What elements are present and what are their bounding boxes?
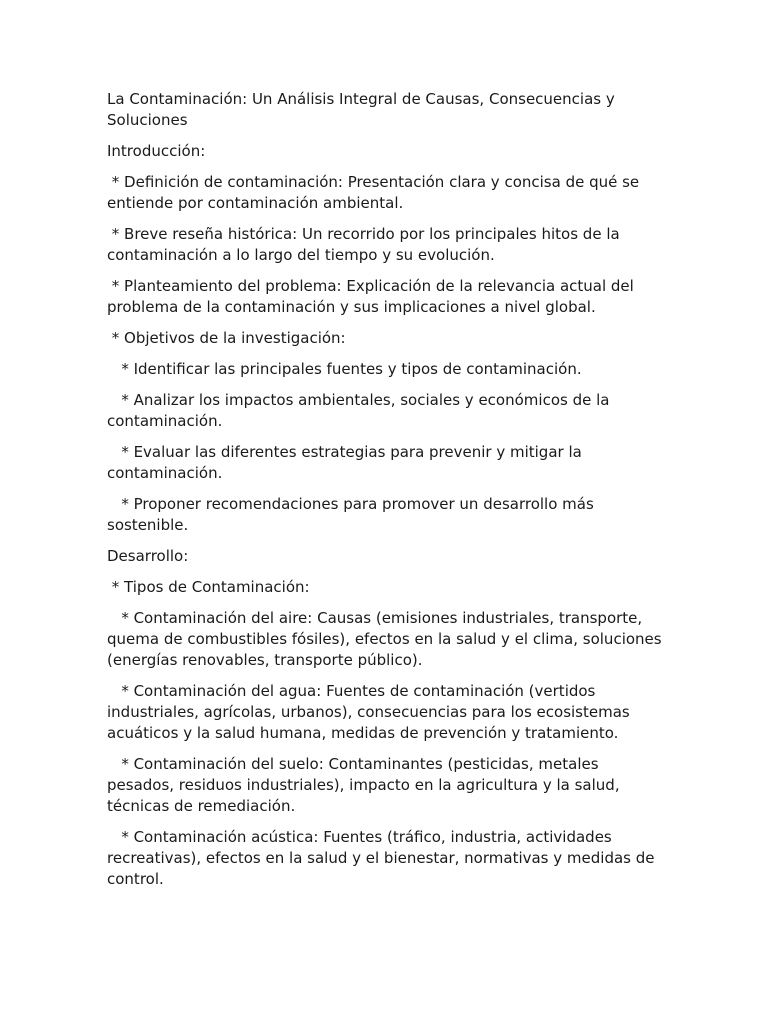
- sub-list-item: * Evaluar las diferentes estrategias para prevenir y mitigar la contaminación.: [107, 443, 587, 482]
- sub-list-item: * Proponer recomendaciones para promover un desarrollo más sostenible.: [107, 495, 599, 534]
- sub-list-item: * Contaminación del aire: Causas (emisiones industriales, transporte, quema de combustibles fósiles), efectos en la salud y el clima, soluciones (energías renovables, transporte público).: [107, 609, 667, 669]
- section-heading-introduccion: Introducción:: [107, 142, 206, 160]
- sub-list-item: * Identificar las principales fuentes y tipos de contaminación.: [107, 360, 582, 378]
- sub-list-item: * Contaminación acústica: Fuentes (tráfico, industria, actividades recreativas), efectos en la salud y el bienestar, normativas y medidas de control.: [107, 828, 660, 888]
- sub-list-item: * Contaminación del agua: Fuentes de contaminación (vertidos industriales, agrícolas, urbanos), consecuencias para los ecosistemas acuáticos y la salud humana, medidas de prevención y tratamiento.: [107, 682, 635, 742]
- sub-list-item: * Analizar los impactos ambientales, sociales y económicos de la contaminación.: [107, 391, 615, 430]
- sub-list-item: * Contaminación del suelo: Contaminantes (pesticidas, metales pesados, residuos industriales), impacto en la agricultura y la salud, técnicas de remediación.: [107, 755, 625, 815]
- list-item: * Breve reseña histórica: Un recorrido por los principales hitos de la contaminación a lo largo del tiempo y su evolución.: [107, 225, 625, 264]
- list-item: * Tipos de Contaminación:: [107, 578, 310, 596]
- list-item: * Objetivos de la investigación:: [107, 329, 346, 347]
- section-heading-desarrollo: Desarrollo:: [107, 547, 189, 565]
- list-item: * Planteamiento del problema: Explicación de la relevancia actual del problema de la contaminación y sus implicaciones a nivel global.: [107, 277, 639, 316]
- list-item: * Definición de contaminación: Presentación clara y concisa de qué se entiende por contaminación ambiental.: [107, 173, 644, 212]
- document-title: La Contaminación: Un Análisis Integral de Causas, Consecuencias y Soluciones: [107, 90, 620, 129]
